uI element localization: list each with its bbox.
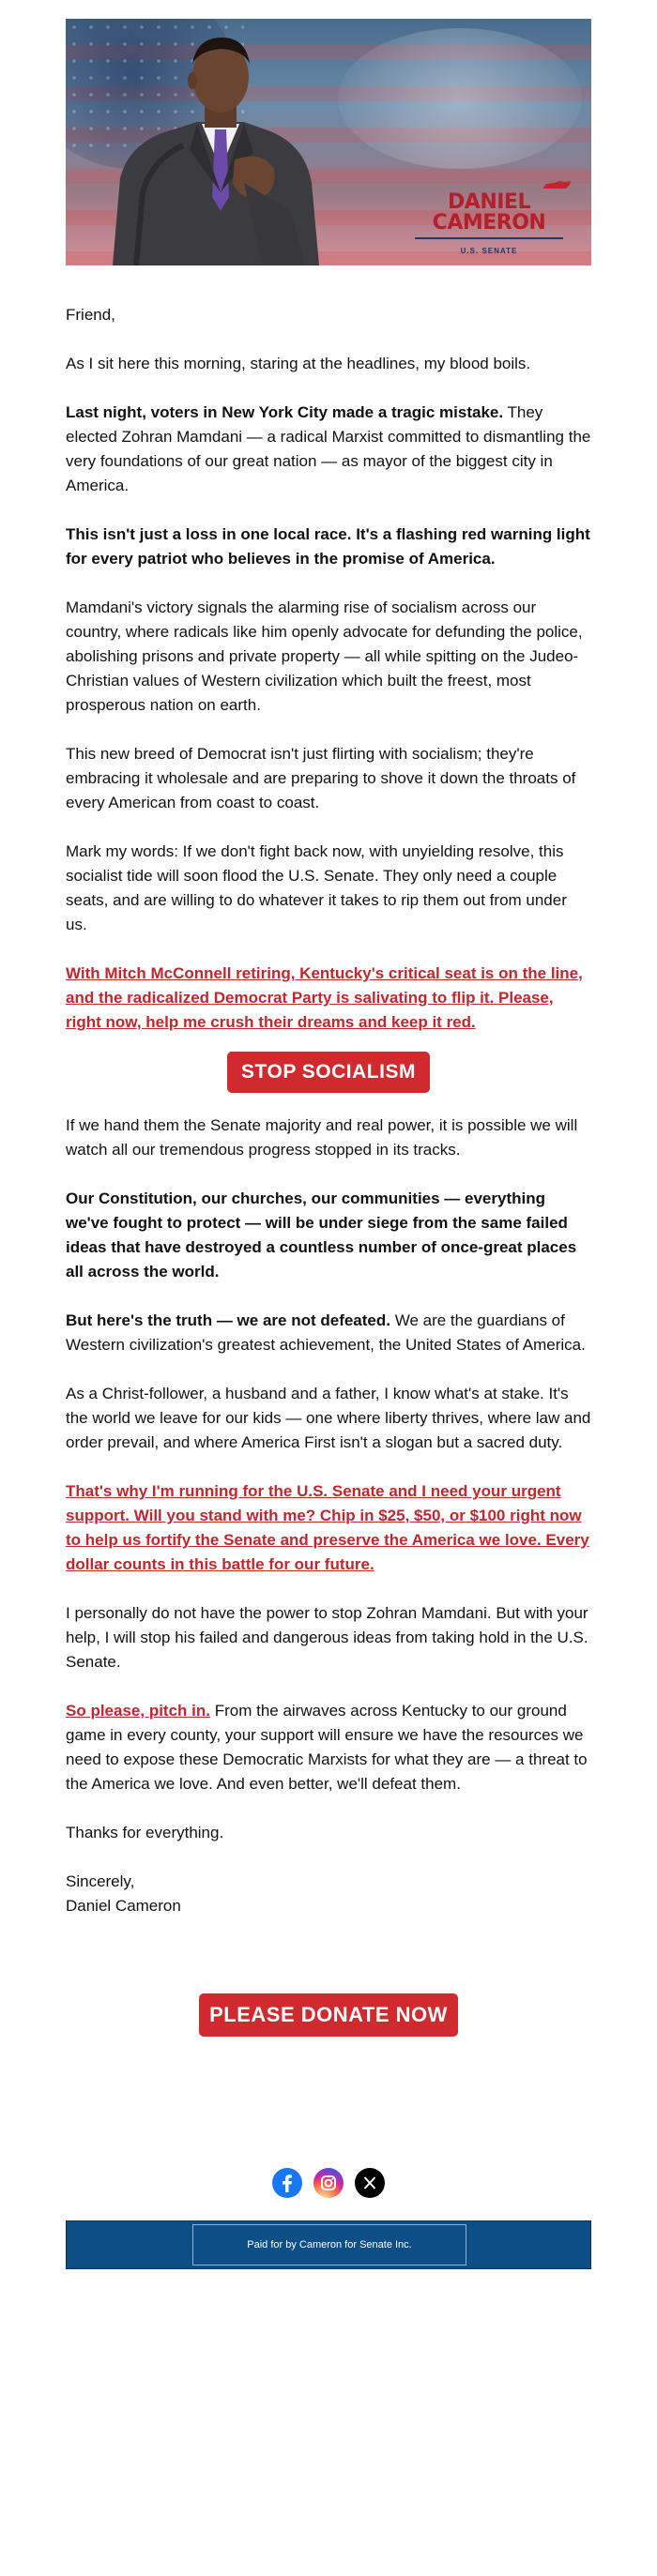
bold-statement: Our Constitution, our churches, our communities — everything we've fought to protect — will be under siege from the same failed ideas that have destroyed a countless number of once-great places all across the world. — [66, 1190, 577, 1280]
logo-name-text: DANIEL CAMERON — [432, 190, 546, 235]
paragraph — [66, 962, 591, 1035]
paragraph — [66, 1309, 591, 1357]
thanks-line: Thanks for everything. — [66, 1824, 224, 1841]
hero-banner[interactable] — [66, 19, 591, 265]
footer-bar — [66, 2220, 591, 2269]
paragraph-text: From the airwaves across Kentucky to our ground game in every county, your support will ensure we have the resources we need to expose these Democratic Marxists for what they are — a threat to the America we love. And even better, we'll defeat them. — [66, 1702, 588, 1793]
paragraph: I personally do not have the power to stop Zohran Mamdani. But with your help, I will stop his failed and dangerous ideas from taking hold in the U.S. Senate. — [66, 1604, 588, 1671]
x-icon[interactable] — [355, 2168, 385, 2198]
logo-divider — [415, 237, 563, 239]
paragraph — [66, 523, 591, 571]
facebook-icon[interactable] — [272, 2168, 302, 2198]
signature: Daniel Cameron — [66, 1897, 181, 1915]
paragraph-text: They elected Zohran Mamdani — a radical Marxist committed to dismantling the very foundations of our great nation — as mayor of the biggest city in America. — [66, 403, 591, 494]
signoff — [66, 1870, 591, 1918]
paragraph: Mark my words: If we don't fight back now, with unyielding resolve, this socialist tide will soon flood the U.S. Senate. They only need a couple seats, and are willing to do whatever it takes to rip them out from under us. — [66, 842, 567, 933]
please-donate-button[interactable]: PLEASE DONATE NOW — [199, 1993, 458, 2037]
hero-light-blur — [338, 28, 582, 169]
email-container — [66, 19, 591, 2269]
kentucky-state-icon — [541, 180, 573, 190]
paragraph: As a Christ-follower, a husband and a father, I know what's at stake. It's the world we leave for our kids — one where liberty thrives, where law and order prevail, and where America First isn't a slogan but a sacred duty. — [66, 1385, 591, 1451]
bold-lead: But here's the truth — we are not defeated. — [66, 1311, 390, 1329]
paragraph: As I sit here this morning, staring at the headlines, my blood boils. — [66, 355, 531, 372]
paragraph — [66, 1479, 591, 1577]
donate-row — [66, 1993, 591, 2037]
logo-subtitle: U.S. SENATE — [460, 247, 518, 255]
paragraph — [66, 1187, 591, 1284]
stop-socialism-button[interactable]: STOP SOCIALISM — [227, 1052, 430, 1093]
paragraph — [66, 1699, 591, 1796]
greeting: Friend, — [66, 306, 115, 324]
paragraph-text: We are the guardians of Western civilization's greatest achievement, the United States of America. — [66, 1311, 586, 1354]
bold-lead: Last night, voters in New York City made a tragic mistake. — [66, 403, 504, 421]
stop-socialism-row — [66, 1052, 591, 1093]
donate-link-chip-in[interactable]: That's why I'm running for the U.S. Senate and I need your urgent support. Will you stand with me? Chip in $25, $50, or $100 right now to help us fortify the Senate and preserve the America we love. Every dollar counts in this battle for our future. — [66, 1482, 589, 1573]
instagram-icon[interactable] — [313, 2168, 344, 2198]
paid-for-disclaimer: Paid for by Cameron for Senate Inc. — [192, 2224, 466, 2265]
closing: Sincerely, — [66, 1872, 135, 1890]
social-links — [66, 2168, 591, 2202]
paragraph: This new breed of Democrat isn't just flirting with socialism; they're embracing it wholesale and are preparing to shove it down the throats of every American from coast to coast. — [66, 745, 576, 811]
candidate-photo — [103, 19, 319, 265]
donate-link-pitch-in[interactable]: So please, pitch in. — [66, 1702, 210, 1720]
bold-statement: This isn't just a loss in one local race. It's a flashing red warning light for every patriot who believes in the promise of America. — [66, 525, 590, 568]
donate-link-kentucky-seat[interactable]: With Mitch McConnell retiring, Kentucky's critical seat is on the line, and the radicalized Democrat Party is salivating to flip it. Please, right now, help me crush their dreams and keep it red. — [66, 964, 583, 1031]
logo-name — [409, 192, 569, 234]
paragraph — [66, 401, 591, 498]
campaign-logo — [409, 192, 569, 258]
paragraph: Mamdani's victory signals the alarming rise of socialism across our country, where radicals like him openly advocate for defunding the police, abolishing prisons and private property — all while spitting on the Judeo-Christian values of Western civilization which built the freest, most prosperous nation on earth. — [66, 599, 583, 714]
paragraph: If we hand them the Senate majority and real power, it is possible we will watch all our tremendous progress stopped in its tracks. — [66, 1116, 578, 1159]
email-body — [66, 303, 591, 1918]
